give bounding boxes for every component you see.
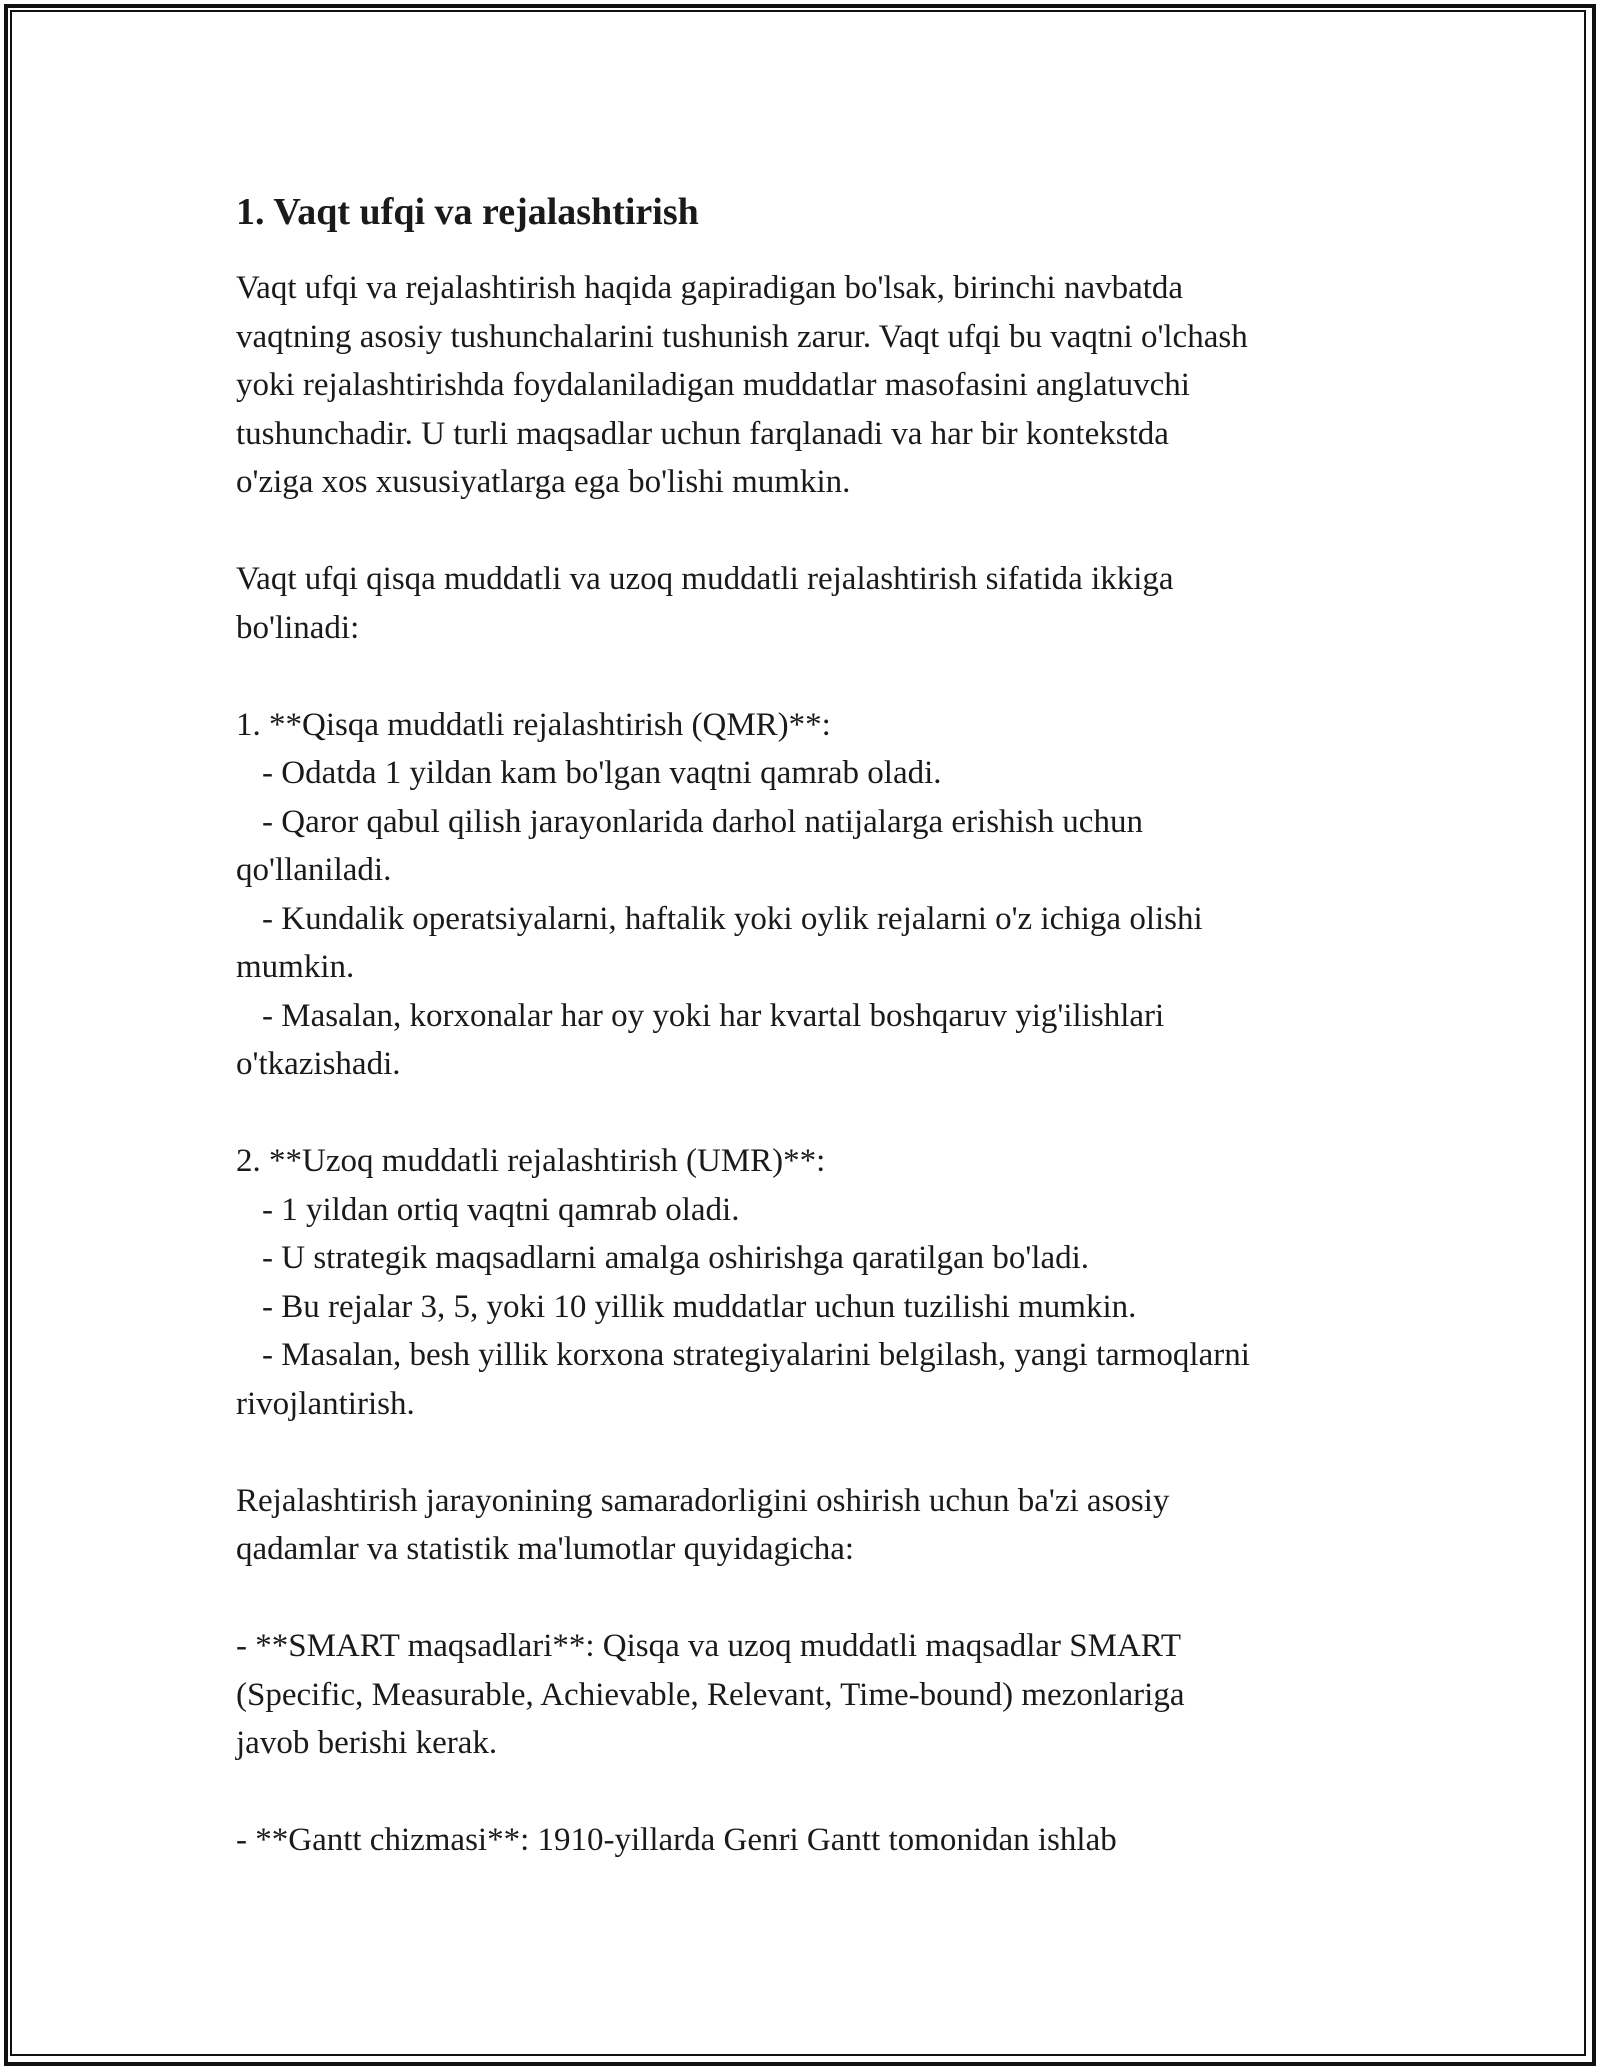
list-item: - U strategik maqsadlarni amalga oshirishga qaratilgan bo'ladi. <box>262 1240 1090 1276</box>
list-item-continuation: rivojlantirish. <box>236 1385 415 1422</box>
list-item: - Kundalik operatsiyalarni, haftalik yoki oylik rejalarni o'z ichiga olishi <box>262 900 1203 937</box>
gantt-paragraph <box>236 1816 1386 1865</box>
split-paragraph <box>236 555 1386 652</box>
text-line: javob berishi kerak. <box>236 1725 498 1761</box>
steps-paragraph <box>236 1477 1386 1574</box>
text-line: Vaqt ufqi va rejalashtirish haqida gapiradigan bo'lsak, birinchi navbatda <box>236 270 1184 306</box>
list-item-continuation: o'tkazishadi. <box>236 1046 401 1082</box>
qmr-list <box>236 701 1386 1089</box>
section-heading: 1. Vaqt ufqi va rejalashtirish <box>236 191 699 233</box>
paragraph-gap <box>236 507 1386 556</box>
text-line: o'ziga xos xususiyatlarga ega bo'lishi mumkin. <box>236 464 851 500</box>
paragraph-gap <box>236 1768 1386 1817</box>
list-item: - Masalan, besh yillik korxona strategiyalarini belgilash, yangi tarmoqlarni <box>262 1337 1250 1373</box>
text-line: Vaqt ufqi qisqa muddatli va uzoq muddatli rejalashtirish sifatida ikkiga <box>236 561 1174 597</box>
text-line: yoki rejalashtirishda foydalaniladigan muddatlar masofasini anglatuvchi <box>236 367 1190 403</box>
intro-paragraph <box>236 264 1386 507</box>
list-item: - 1 yildan ortiq vaqtni qamrab oladi. <box>262 1191 740 1228</box>
paragraph-gap <box>236 1428 1386 1477</box>
text-line: bo'linadi: <box>236 609 360 646</box>
paragraph-gap <box>236 1089 1386 1138</box>
list-item-continuation: mumkin. <box>236 949 355 985</box>
text-line: (Specific, Measurable, Achievable, Relevant, Time-bound) mezonlariga <box>236 1676 1185 1713</box>
document-body <box>236 184 1386 1865</box>
list-item-continuation: qo'llaniladi. <box>236 852 392 888</box>
text-line: Rejalashtirish jarayonining samaradorligini oshirish uchun ba'zi asosiy <box>236 1482 1170 1519</box>
list-item: - Qaror qabul qilish jarayonlarida darhol natijalarga erishish uchun <box>262 803 1143 840</box>
smart-paragraph <box>236 1622 1386 1768</box>
qmr-title: 1. **Qisqa muddatli rejalashtirish (QMR)**: <box>236 706 831 743</box>
text-line: - **SMART maqsadlari**: Qisqa va uzoq muddatli maqsadlar SMART <box>236 1628 1181 1664</box>
list-item: - Masalan, korxonalar har oy yoki har kvartal boshqaruv yig'ilishlari <box>262 997 1165 1034</box>
list-item: - Odatda 1 yildan kam bo'lgan vaqtni qamrab oladi. <box>262 755 942 791</box>
umr-title: 2. **Uzoq muddatli rejalashtirish (UMR)**: <box>236 1143 826 1179</box>
text-line: vaqtning asosiy tushunchalarini tushunish zarur. Vaqt ufqi bu vaqtni o'lchash <box>236 318 1248 355</box>
umr-list <box>236 1137 1386 1428</box>
paragraph-gap <box>236 1574 1386 1623</box>
paragraph-gap <box>236 652 1386 701</box>
text-line: tushunchadir. U turli maqsadlar uchun farqlanadi va har bir kontekstda <box>236 415 1169 452</box>
text-line: - **Gantt chizmasi**: 1910-yillarda Genri Gantt tomonidan ishlab <box>236 1822 1117 1858</box>
text-line: qadamlar va statistik ma'lumotlar quyidagicha: <box>236 1531 855 1567</box>
list-item: - Bu rejalar 3, 5, yoki 10 yillik muddatlar uchun tuzilishi mumkin. <box>262 1288 1137 1325</box>
